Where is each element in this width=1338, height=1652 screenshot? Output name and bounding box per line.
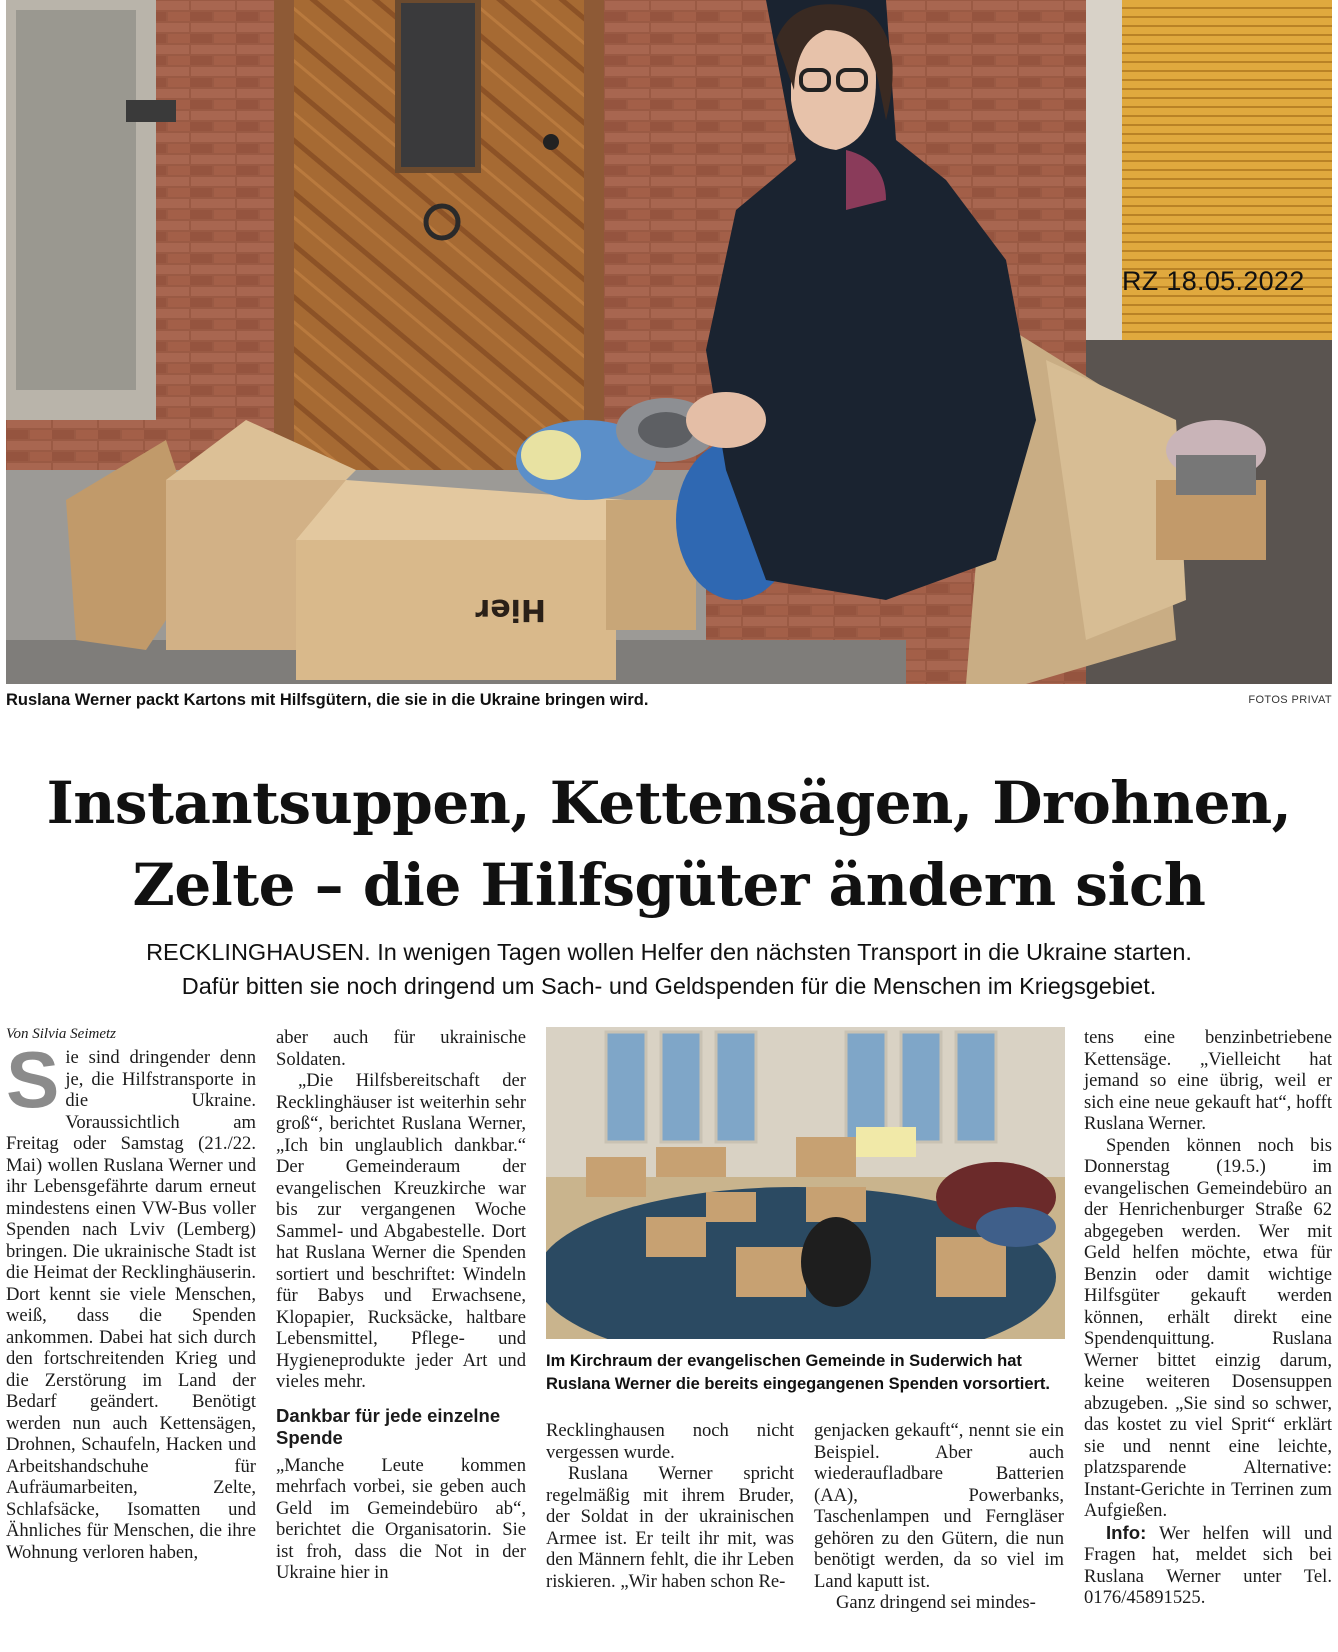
box-text: Hier	[475, 592, 546, 627]
article-column-2	[276, 1027, 526, 1584]
article-column-4	[814, 1420, 1064, 1614]
article-column-1	[6, 1025, 256, 1563]
church-photo-caption: Im Kirchraum der evangelischen Gemeinde in Suderwich hat Ruslana Werner die bereits eingegangenen Spenden vorsortiert.	[546, 1352, 1050, 1393]
top-photo-caption: Ruslana Werner packt Kartons mit Hilfsgütern, die sie in die Ukraine bringen wird.	[6, 691, 649, 709]
col4-paragraph-1: genjacken gekauft“, nennt sie ein Beispiel. Aber auch wiederaufladbare Batterien (AA), Powerbanks, Taschenlampen und Ferngläser gehören zu den Gütern, die nun benötigt werden, da so viel im Land kaputt ist.	[814, 1420, 1064, 1592]
col1-paragraph: ie sind dringender denn je, die Hilfstransporte in die Ukraine. Voraussichtlich am Freitag oder Samstag (21./22. Mai) wollen Ruslana Werner und ihr Lebensgefährte darum erneut mindestens einen VW-Bus voller Spenden nach Lviv (Lemberg) bringen. Die ukrainische Stadt ist die Heimat der Recklinghäuserin. Dort kennt sie viele Menschen, weiß, dass die Spenden ankommen. Dabei hat sich durch den fortschreitenden Krieg und die Zerstörung im Land der Bedarf geändert. Benötigt werden nun auch Kettensägen, Drohnen, Schaufeln, Hacken und Arbeitshandschuhe für Aufräumarbeiten, Zelte, Schlafsäcke, Isomatten und Ähnliches für Menschen, die ihre Wohnung verloren haben,	[6, 1047, 256, 1563]
info-paragraph	[1084, 1522, 1332, 1609]
col3-paragraph-1: Recklinghausen noch nicht vergessen wurde.	[546, 1420, 794, 1463]
col3-paragraph-2: Ruslana Werner spricht regelmäßig mit ihrem Bruder, der Soldat in der ukrainischen Armee ist. Er teilt ihr mit, was den Männern fehlt, die ihr Leben riskieren. „Wir haben schon Re-	[546, 1463, 794, 1592]
col2-paragraph-1: aber auch für ukrainische Soldaten.	[276, 1027, 526, 1070]
col5-paragraph-1: tens eine benzinbetriebene Kettensäge. „Vielleicht hat jemand so eine übrig, weil er sich eine neue gekauft hat“, hofft Ruslana Werner.	[1084, 1027, 1332, 1134]
photo-woman-packing-boxes	[6, 0, 1332, 684]
church-photo	[546, 1027, 1065, 1339]
col2-paragraph-3: „Manche Leute kommen mehrfach vorbei, sie geben auch Geld im Gemeindebüro ab“, berichtet die Organisatorin. Sie ist froh, dass die Not in der Ukraine hier in	[276, 1454, 526, 1583]
date-stamp: RZ 18.05.2022	[1122, 266, 1305, 296]
byline: Von Silvia Seimetz	[6, 1026, 116, 1042]
drop-cap: S	[6, 1035, 60, 1124]
info-label: Info:	[1106, 1521, 1147, 1543]
article-column-5	[1084, 1027, 1332, 1609]
top-photo	[6, 0, 1332, 684]
lead-paragraph	[0, 935, 1338, 1003]
lead-line-1: RECKLINGHAUSEN. In wenigen Tagen wollen Helfer den nächsten Transport in die Ukraine starten.	[146, 939, 1192, 965]
col5-paragraph-2: Spenden können noch bis Donnerstag (19.5.) im evangelischen Gemeindebüro an der Henrichenburger Straße 62 abgegeben werden. Wer mit Geld helfen möchte, etwa für Benzin oder damit wichtige Hilfsgüter gekauft werden können, erhält direkt eine Spendenquittung. Ruslana Werner bittet einzig darum, keine weiteren Dosensuppen abzugeben. „Sie sind so schwer, das kostet zu viel Sprit“ erklärt sie und nennt eine leichte, platzsparende Alternative: Instant-Gerichte in Terrinen zum Aufgießen.	[1084, 1134, 1332, 1521]
headline-line-2: Zelte – die Hilfsgüter ändern sich	[132, 851, 1206, 919]
headline	[0, 762, 1338, 926]
lead-line-2: Dafür bitten sie noch dringend um Sach- und Geldspenden für die Menschen im Kriegsgebiet.	[181, 973, 1157, 999]
photo-credit: FOTOS PRIVAT	[1248, 694, 1332, 706]
headline-line-1: Instantsuppen, Kettensägen, Drohnen,	[46, 769, 1292, 837]
col4-paragraph-2: Ganz dringend sei mindes-	[836, 1592, 1036, 1613]
article-column-3	[546, 1420, 794, 1592]
col2-paragraph-2: „Die Hilfsbereitschaft der Recklinghäuser ist weiterhin sehr groß“, berichtet Ruslana Werner, „Ich bin unglaublich dankbar.“ Der Gemeinderaum der evangelischen Kreuzkirche war bis zur vergangenen Woche Sammel- und Abgabestelle. Dort hat Ruslana Werner die Spenden sortiert und beschriftet: Windeln für Babys und Erwachsene, Klopapier, Rucksäcke, haltbare Lebensmittel, Pflege- und Hygieneprodukte jeder Art und vieles mehr.	[276, 1070, 526, 1392]
info-text: Wer helfen will und Fragen hat, meldet sich bei Ruslana Werner unter Tel. 0176/45891525.	[1084, 1522, 1332, 1608]
photo-church-room-donations	[546, 1027, 1065, 1339]
subheading: Dankbar für jede einzelne Spende	[276, 1404, 501, 1448]
